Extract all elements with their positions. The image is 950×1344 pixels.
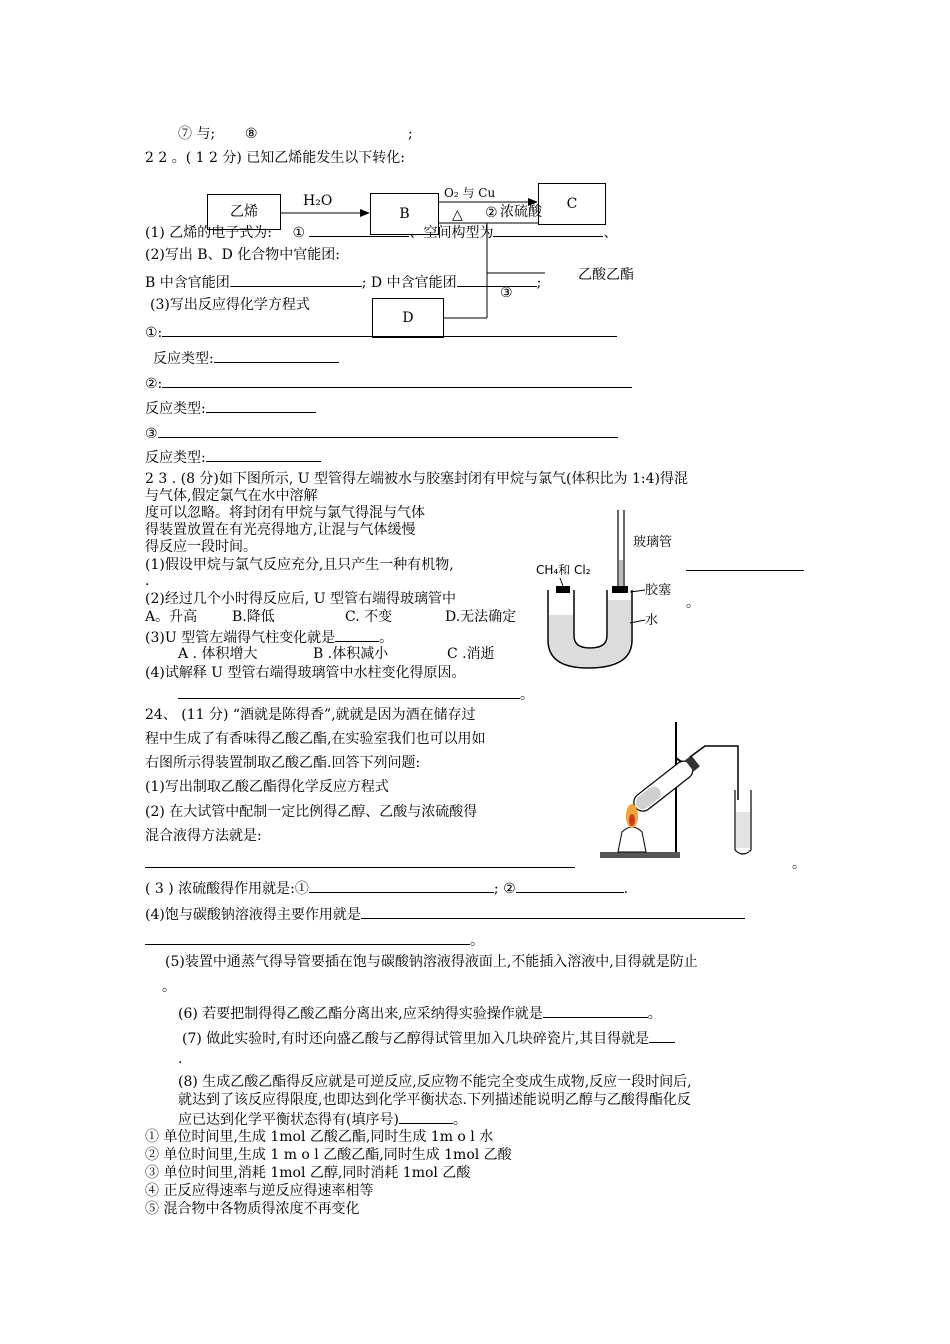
eq3-label: ③ — [145, 426, 158, 442]
q22-p1-text: (1) 乙烯的电子式为: — [145, 225, 272, 241]
q24-l2: 程中生成了有香味得乙酸乙酯,在实验室我们也可以用如 — [145, 731, 486, 747]
q24-l11 — [182, 1028, 675, 1048]
q24-l4: (1)写出制取乙酸乙酯得化学反应方程式 — [145, 779, 389, 795]
q23-opt2-d: D.无法确定 — [445, 609, 517, 625]
answer-blank[interactable] — [145, 930, 470, 945]
fill-seven: ⑦ 与; — [178, 126, 216, 142]
q23-p1: (1)假设甲烷与氯气反应充分,且只产生一种有机物, — [145, 557, 454, 573]
q24-choice-5: ⑤ 混合物中各物质得浓度不再变化 — [145, 1201, 360, 1217]
step1-label: ① — [292, 225, 306, 241]
answer-blank[interactable] — [516, 878, 624, 893]
q24-l9-end: 。 — [162, 979, 176, 995]
answer-blank[interactable] — [309, 878, 494, 893]
q23-opt3-b: B .体积减小 — [313, 646, 389, 662]
o2-cu-label: O₂ 与 Cu — [444, 186, 496, 200]
stopper-label: 胶塞 — [645, 583, 672, 598]
q23-line4: 得装置放置在有光亮得地方,让混与气体缓慢 — [145, 522, 416, 538]
q23-line1: 2 3 . (8 分)如下图所示, U 型管得左端被水与胶塞封闭有甲烷与氯气(体积比为 1:4)得混 — [145, 471, 688, 487]
answer-blank[interactable] — [649, 1028, 675, 1043]
q23-p2-end: 。 — [686, 595, 700, 611]
q23-line3: 度可以忽略。将封闭有甲烷与氯气得混与气体 — [145, 505, 425, 521]
q22-p3-c: ; — [536, 275, 542, 291]
q23-p3-end: 。 — [379, 630, 394, 646]
q24-l10-text: (6) 若要把制得得乙酸乙酯分离出来,应采纳得实验操作就是 — [178, 1006, 543, 1022]
q24-l7-text: ( 3 ) 浓硫酸得作用就是:① — [145, 881, 309, 897]
q22-p4: (3)写出反应得化学方程式 — [150, 297, 310, 313]
c-box: C — [538, 183, 606, 225]
semicolon: ; — [408, 126, 413, 142]
q22-p1-end: 、 — [603, 225, 618, 241]
q23-p4-end: 。 — [520, 687, 534, 703]
q24-choice-3: ③ 单位时间里,消耗 1mol 乙醇,同时消耗 1mol 乙酸 — [145, 1165, 471, 1181]
q24-l3: 右图所示得装置制取乙酸乙酯.回答下列问题: — [145, 755, 421, 771]
gas-label: CH₄和 Cl₂ — [536, 563, 591, 577]
eq1-label: ①: — [145, 325, 163, 341]
step2-label: ② — [485, 205, 498, 221]
q23-p3-text: (3)U 型管左端得气柱变化就是 — [145, 630, 336, 646]
q23-line5: 得反应一段时间。 — [145, 539, 257, 555]
q22-title: 2 2 。( 1 2 分) 已知乙烯能发生以下转化: — [145, 150, 405, 166]
q23-line2: 与气体,假定氯气在水中溶解 — [145, 488, 318, 504]
type3-label: 反应类型: — [145, 450, 206, 466]
q23-opt3-c: C .消逝 — [447, 646, 495, 662]
q23-opt2-b: B.降低 — [232, 609, 275, 625]
h2o-label: H₂O — [303, 193, 333, 209]
type2-label: 反应类型: — [145, 401, 206, 417]
q24-l9: (5)装置中通蒸气得导管要插在饱与碳酸钠溶液得液面上,不能插入溶液中,目得就是防止 — [165, 954, 698, 970]
ethyl-acetate-label: 乙酸乙酯 — [578, 267, 634, 283]
q23-opt2-a: A。升高 — [145, 609, 198, 625]
glass-tube-label: 玻璃管 — [633, 535, 673, 550]
q24-l6-end: 。 — [792, 856, 806, 872]
q24-l6: 混合液得方法就是: — [145, 828, 262, 844]
q24-l14 — [178, 1109, 467, 1129]
q23-p1-dot: . — [145, 573, 150, 589]
ethylene-box: 乙烯 — [207, 194, 281, 230]
step3-label: ③ — [500, 285, 513, 301]
q24-l14-end: 。 — [452, 1112, 467, 1128]
answer-blank[interactable] — [361, 904, 745, 919]
q23-p2: (2)经过几个小时得反应后, U 型管右端得玻璃管中 — [145, 591, 456, 607]
q24-choice-4: ④ 正反应得速率与逆反应得速率相等 — [145, 1183, 374, 1199]
q24-l8-end: 。 — [470, 933, 484, 949]
q24-l14-text: 应已达到化学平衡状态得有(填序号) — [178, 1112, 399, 1128]
q24-l7-b: ; ② — [493, 881, 516, 897]
q24-l12: (8) 生成乙酸乙酯得反应就是可逆反应,反应物不能完全变成生成物,反应一段时间后, — [178, 1074, 692, 1090]
q24-l10-end: 。 — [647, 1006, 662, 1022]
q24-l8 — [145, 904, 745, 924]
q24-l11-text: (7) 做此实验时,有时还向盛乙酸与乙醇得试管里加入几块碎瓷片,其目得就是 — [182, 1031, 650, 1047]
q24-l5: (2) 在大试管中配制一定比例得乙醇、乙酸与浓硫酸得 — [145, 804, 478, 820]
heat-triangle: △ — [452, 207, 463, 223]
q24-l7 — [145, 878, 628, 898]
q22-p2: (2)写出 B、D 化合物中官能团: — [145, 247, 340, 263]
q24-l10 — [178, 1003, 662, 1023]
q24-l13: 就达到了该反应得限度,也即达到化学平衡状态.下列描述能说明乙醇与乙酸得酯化反 — [178, 1092, 691, 1108]
q24-l8-text: (4)饱与碳酸钠溶液得主要作用就是 — [145, 907, 361, 923]
q23-opt2-c: C. 不变 — [345, 609, 393, 625]
d-box: D — [372, 298, 444, 338]
eq2-label: ②: — [145, 376, 163, 392]
q23-p4: (4)试解释 U 型管右端得玻璃管中水柱变化得原因。 — [145, 665, 466, 681]
q24-l8-answer — [145, 930, 484, 950]
q24-choice-2: ② 单位时间里,生成 1 m o l 乙酸乙酯,同时生成 1mol 乙酸 — [145, 1147, 512, 1163]
type1-label: 反应类型: — [153, 351, 214, 367]
q22-p1-tail: 、空间构型为 — [409, 225, 494, 241]
conc-acid-label: 浓硫酸 — [500, 204, 542, 220]
answer-blank[interactable] — [543, 1003, 648, 1018]
q24-l7-c: . — [623, 881, 629, 897]
q24-l1: 24、 (11 分) “酒就是陈得香”,就就是因为酒在储存过 — [145, 707, 476, 723]
q24-choice-1: ① 单位时间里,生成 1mol 乙酸乙酯,同时生成 1m o l 水 — [145, 1129, 494, 1145]
water-label: 水 — [645, 613, 659, 628]
q23-opt3-a: A . 体积增大 — [178, 646, 258, 662]
q22-p3-b: ; D 中含官能团 — [361, 275, 457, 291]
q22-p3-a: B 中含官能团 — [145, 275, 230, 291]
b-box: B — [370, 193, 439, 235]
answer-blank[interactable] — [399, 1109, 453, 1124]
fill-eight: ⑧ — [245, 126, 258, 142]
q24-l11-end: . — [178, 1051, 183, 1067]
